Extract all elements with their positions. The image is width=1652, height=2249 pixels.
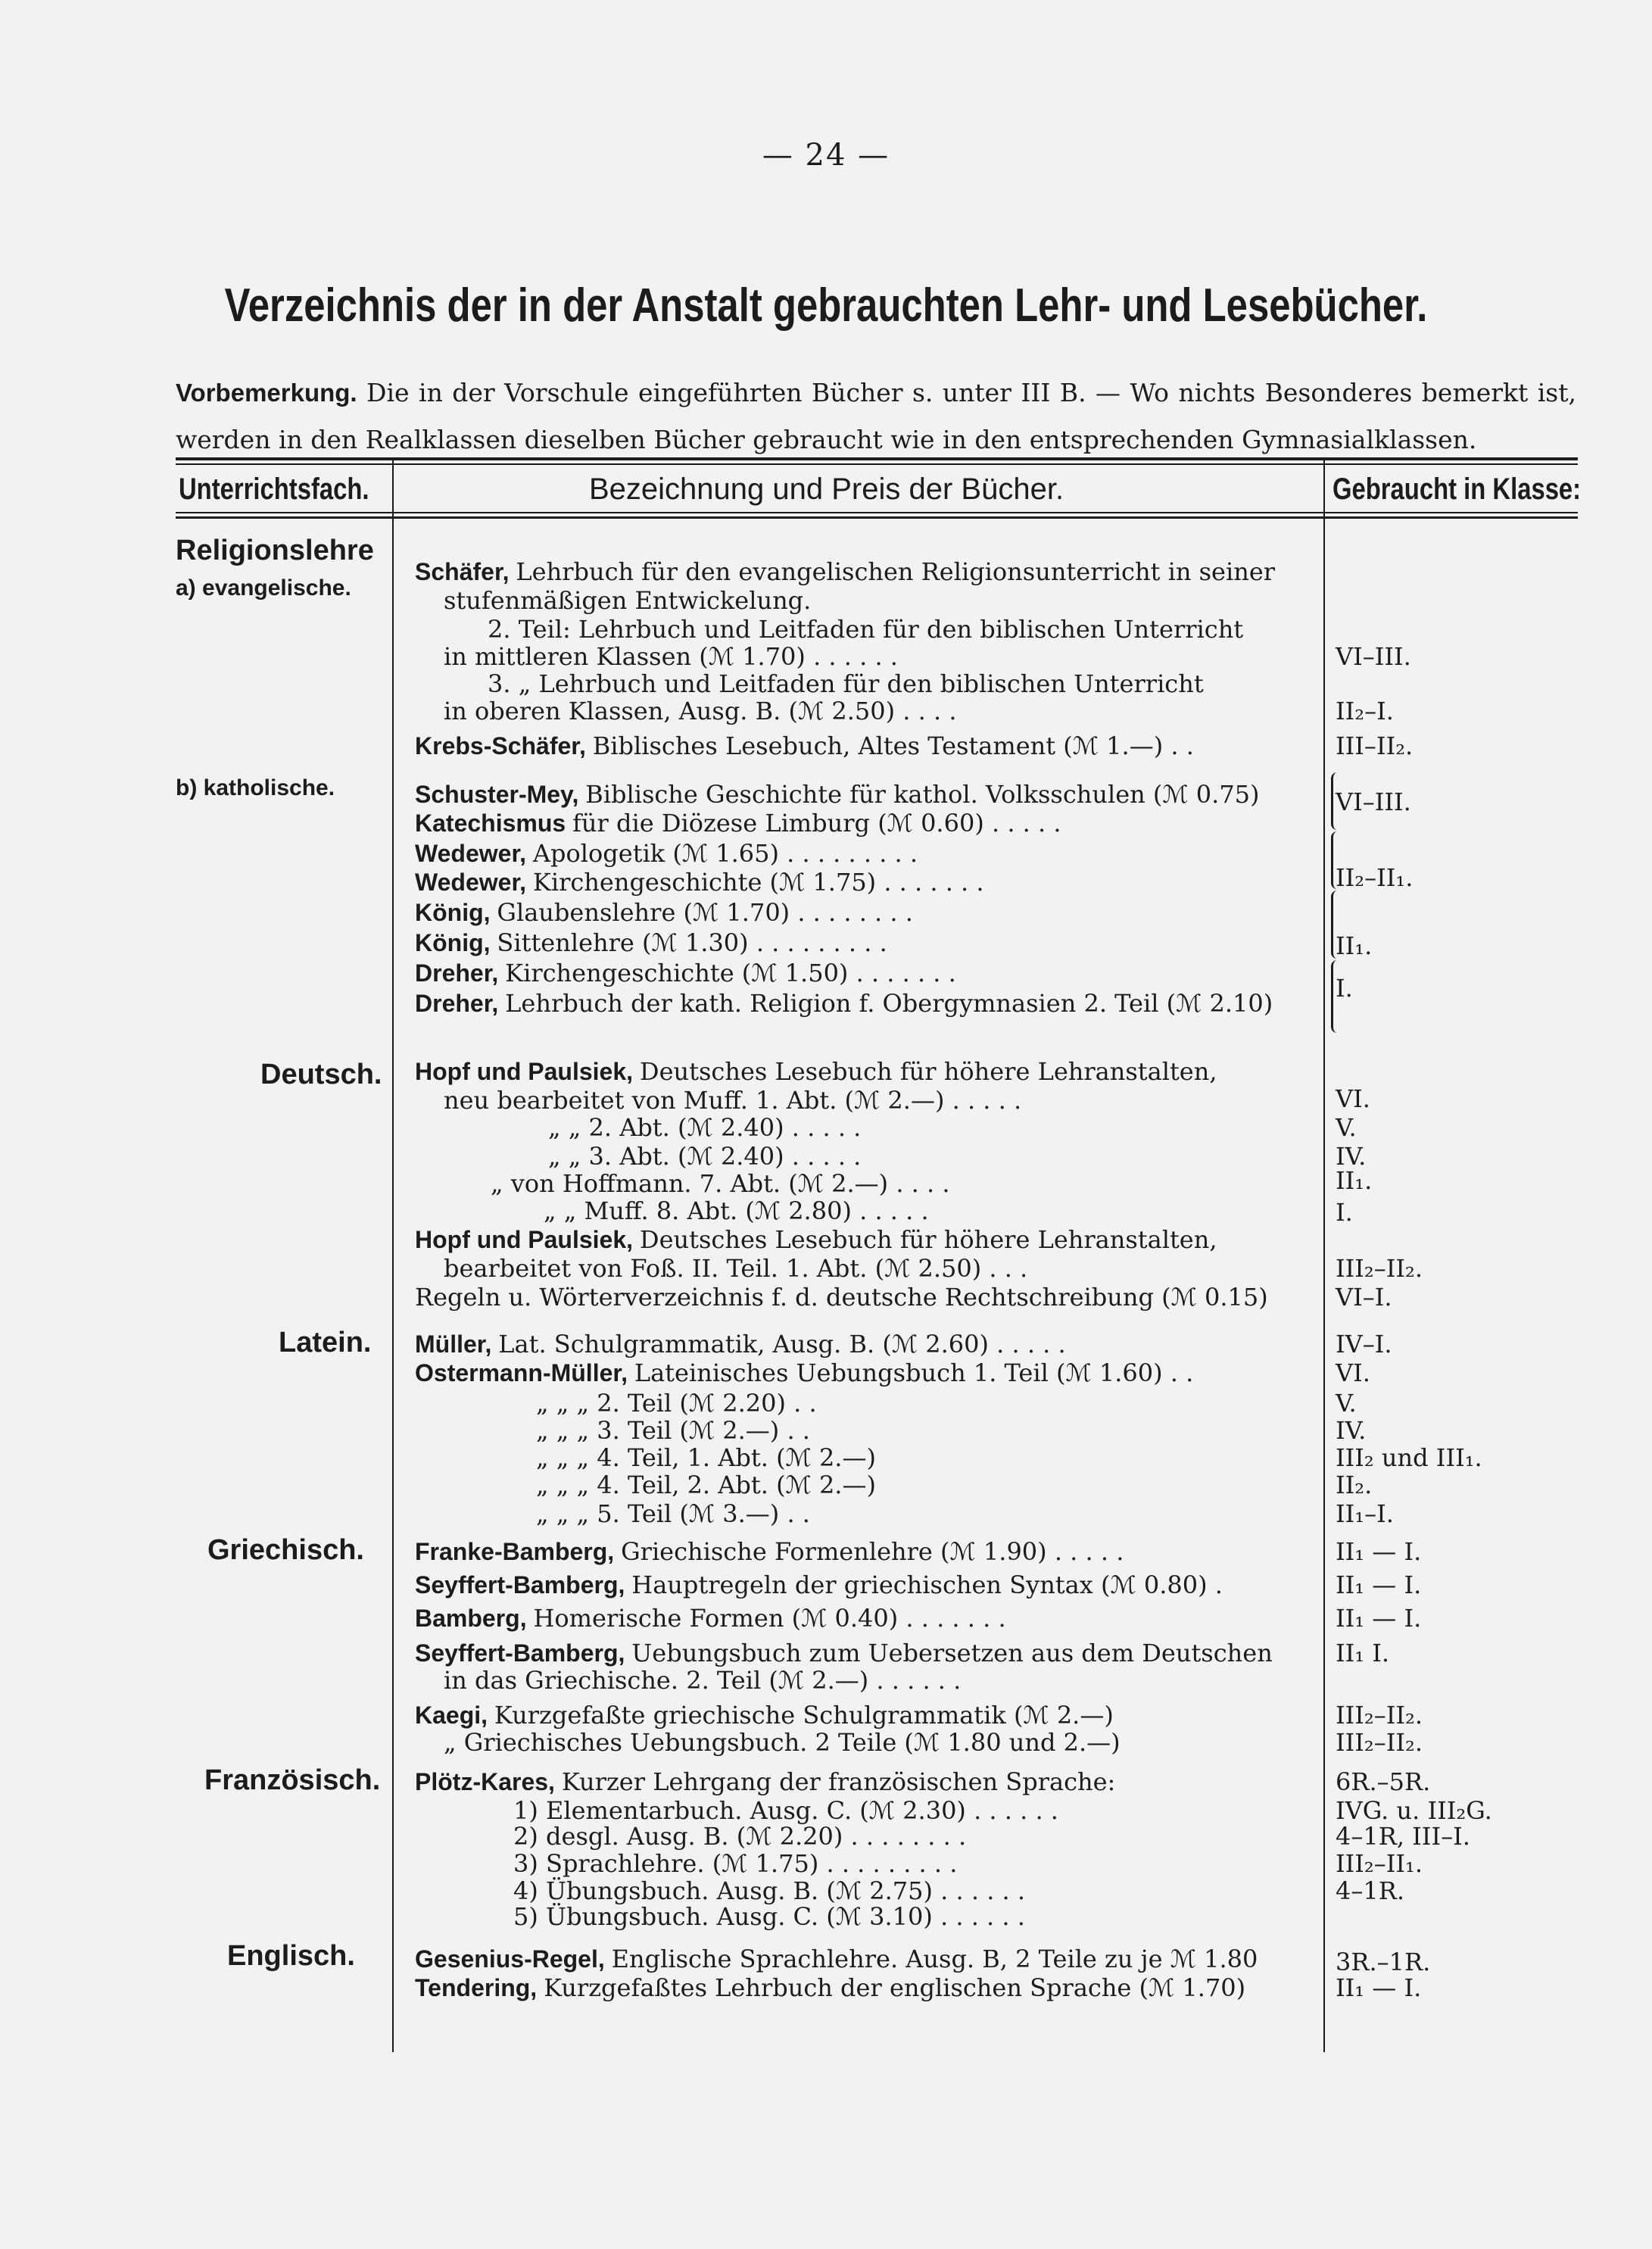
book-line: [415, 898, 913, 927]
book-author: Dreher,: [415, 990, 506, 1017]
class-entry: II₂.: [1336, 1471, 1373, 1499]
book-description: Kurzgefaßte griechische Schulgrammatik (ℳ 2.—): [494, 1701, 1114, 1730]
book-line: [548, 1113, 861, 1142]
class-entry: II₁ I.: [1336, 1639, 1390, 1667]
book-description: Griechische Formenlehre (ℳ 1.90) . . . . .: [621, 1537, 1124, 1566]
book-author: Hopf und Paulsiek,: [415, 1226, 640, 1253]
class-entry: VI–I.: [1336, 1283, 1392, 1312]
book-author: Schuster-Mey,: [415, 781, 586, 808]
book-description: „ „ 3. Abt. (ℳ 2.40) . . . . .: [548, 1142, 862, 1171]
book-line: [544, 1196, 929, 1225]
class-entry: I.: [1336, 1198, 1353, 1227]
book-line: [415, 1973, 1245, 2002]
book-description: 3) Sprachlehre. (ℳ 1.75) . . . . . . . . .: [513, 1849, 958, 1878]
book-line: [444, 1086, 1021, 1115]
book-line: [415, 809, 1061, 838]
book-author: König,: [415, 929, 497, 956]
book-line: [415, 928, 887, 957]
book-line: [491, 1169, 950, 1198]
book-line: [513, 1822, 966, 1851]
class-entry: VI.: [1336, 1358, 1370, 1387]
class-entry: II₂–II₁.: [1336, 863, 1414, 892]
book-description: Kurzer Lehrgang der französischen Sprache:: [561, 1767, 1116, 1796]
book-line: [513, 1876, 1025, 1905]
class-entry: V.: [1336, 1113, 1357, 1142]
book-description: Lateinisches Uebungsbuch 1. Teil (ℳ 1.60) . .: [634, 1358, 1194, 1387]
book-author: Dreher,: [415, 959, 506, 987]
class-entry: I.: [1336, 974, 1353, 1003]
page-title: Verzeichnis der in der Anstalt gebrauchten Lehr- und Lesebücher.: [224, 279, 1428, 332]
class-entry: II₁ — I.: [1336, 1571, 1422, 1599]
class-entry: II₁ — I.: [1336, 1604, 1422, 1633]
book-description: Homerische Formen (ℳ 0.40) . . . . . . .: [533, 1604, 1006, 1633]
subject-griechisch: Griechisch.: [207, 1534, 364, 1566]
book-description: „ „ „ 2. Teil (ℳ 2.20) . .: [536, 1389, 817, 1418]
book-author: Kaegi,: [415, 1702, 494, 1729]
book-description: Biblische Geschichte für kathol. Volksschulen (ℳ 0.75): [585, 780, 1260, 809]
book-line: [488, 615, 1243, 644]
book-description: „ „ 2. Abt. (ℳ 2.40) . . . . .: [548, 1113, 862, 1142]
class-entry: 6R.–5R.: [1336, 1767, 1431, 1796]
book-line: [444, 1666, 961, 1695]
book-line: [415, 1330, 1066, 1358]
preliminary-label: Vorbemerkung.: [176, 379, 357, 407]
book-line: [536, 1416, 810, 1445]
book-line: [415, 1057, 1217, 1086]
book-line: [415, 1701, 1114, 1730]
book-author: Bamberg,: [415, 1605, 534, 1632]
book-description: Englische Sprachlehre. Ausg. B, 2 Teile zu je ℳ 1.80: [611, 1945, 1258, 1973]
book-line: [415, 959, 956, 987]
brace-kath-1: [1331, 772, 1339, 830]
book-author: Krebs-Schäfer,: [415, 732, 593, 760]
book-description: Kirchengeschichte (ℳ 1.75) . . . . . . .: [532, 868, 984, 897]
page-number: — 24 —: [762, 138, 890, 173]
book-description: „ „ „ 3. Teil (ℳ 2.—) . .: [536, 1416, 810, 1445]
preliminary-text: Die in der Vorschule eingeführten Bücher s. unter III B. — Wo nichts Besonderes bemerkt ist, werden in den Realklassen dieselben Bücher gebraucht wie in den entsprechenden Gymnasialklassen.: [176, 378, 1576, 454]
book-description: Biblisches Lesebuch, Altes Testament (ℳ 1.—) . .: [592, 731, 1194, 760]
book-line: [444, 586, 811, 615]
class-entry: VI.: [1336, 1084, 1370, 1113]
book-line: [415, 557, 1275, 586]
book-description: Lat. Schulgrammatik, Ausg. B. (ℳ 2.60) . . . . .: [498, 1330, 1066, 1358]
subject-katholisch: b) katholische.: [176, 775, 335, 800]
class-entry: III–II₂.: [1336, 731, 1414, 760]
book-description: Uebungsbuch zum Uebersetzen aus dem Deutschen: [631, 1639, 1273, 1667]
book-line: [513, 1849, 957, 1878]
book-author: Wedewer,: [415, 840, 533, 867]
class-entry: IVG. u. III₂G.: [1336, 1796, 1492, 1825]
book-line: [415, 839, 918, 868]
class-entry: III₂ und III₁.: [1336, 1443, 1482, 1472]
book-line: [548, 1142, 861, 1171]
book-author: König,: [415, 899, 497, 926]
subject-franzoesisch: Französisch.: [204, 1764, 381, 1796]
book-description: Deutsches Lesebuch für höhere Lehranstalten,: [639, 1057, 1217, 1086]
book-author: Franke-Bamberg,: [415, 1538, 622, 1565]
book-description: Hauptregeln der griechischen Syntax (ℳ 0.80) .: [631, 1571, 1223, 1599]
book-author: Katechismus: [415, 809, 573, 837]
book-description: bearbeitet von Foß. II. Teil. 1. Abt. (ℳ 2.50) . . .: [444, 1254, 1028, 1283]
book-line: [444, 1254, 1027, 1283]
book-description: neu bearbeitet von Muff. 1. Abt. (ℳ 2.—) . . . . .: [444, 1086, 1022, 1115]
book-description: stufenmäßigen Entwickelung.: [444, 586, 812, 615]
class-entry: III₂–II₂.: [1336, 1728, 1423, 1757]
class-entry: II₁.: [1336, 931, 1373, 960]
book-description: für die Diözese Limburg (ℳ 0.60) . . . . .: [572, 809, 1061, 838]
brace-kath-2: [1331, 831, 1339, 889]
book-line: [444, 1728, 1121, 1757]
book-description: 5) Übungsbuch. Ausg. C. (ℳ 3.10) . . . . . .: [513, 1902, 1025, 1931]
subject-deutsch: Deutsch.: [260, 1059, 382, 1090]
book-description: „ Griechisches Uebungsbuch. 2 Teile (ℳ 1.80 und 2.—): [444, 1728, 1121, 1757]
book-description: „ „ „ 4. Teil, 2. Abt. (ℳ 2.—): [536, 1471, 876, 1499]
book-description: Lehrbuch für den evangelischen Religionsunterricht in seiner: [516, 557, 1276, 586]
book-description: 3. „ Lehrbuch und Leitfaden für den biblischen Unterricht: [488, 669, 1204, 698]
book-line: [444, 697, 956, 725]
book-description: Apologetik (ℳ 1.65) . . . . . . . . .: [532, 839, 918, 868]
book-author: Tendering,: [415, 1974, 544, 2001]
book-line: [415, 731, 1194, 760]
class-entry: 3R.–1R.: [1336, 1948, 1431, 1976]
class-entry: III₂–II₂.: [1336, 1701, 1423, 1730]
book-description: „ von Hoffmann. 7. Abt. (ℳ 2.—) . . . .: [491, 1169, 950, 1198]
class-entry: IV.: [1336, 1142, 1367, 1171]
brace-kath-3: [1331, 891, 1339, 959]
book-line: [415, 1358, 1193, 1387]
book-line: [415, 1604, 1006, 1633]
book-author: Seyffert-Bamberg,: [415, 1571, 632, 1599]
book-line: [415, 1945, 1258, 1973]
class-entry: II₁ — I.: [1336, 1537, 1422, 1566]
book-description: 2) desgl. Ausg. B. (ℳ 2.20) . . . . . . . .: [513, 1822, 967, 1851]
book-author: Schäfer,: [415, 558, 516, 585]
book-line: [513, 1902, 1025, 1931]
subject-evangelisch: a) evangelische.: [176, 576, 351, 600]
book-description: Kirchengeschichte (ℳ 1.50) . . . . . . .: [505, 959, 956, 987]
book-description: Regeln u. Wörterverzeichnis f. d. deutsche Rechtschreibung (ℳ 0.15): [415, 1283, 1268, 1312]
book-line: [415, 1283, 1268, 1312]
book-description: in mittleren Klassen (ℳ 1.70) . . . . . .: [444, 642, 898, 671]
book-line: [536, 1499, 810, 1528]
book-description: 1) Elementarbuch. Ausg. C. (ℳ 2.30) . . . . . .: [513, 1796, 1058, 1825]
book-line: [536, 1389, 817, 1418]
book-line: [415, 1639, 1273, 1667]
book-description: „ „ „ 5. Teil (ℳ 3.—) . .: [536, 1499, 810, 1528]
class-entry: IV.: [1336, 1416, 1367, 1445]
class-entry: 4–1R, III–I.: [1336, 1822, 1470, 1851]
book-author: Wedewer,: [415, 869, 533, 896]
book-author: Ostermann-Müller,: [415, 1359, 634, 1387]
book-description: Sittenlehre (ℳ 1.30) . . . . . . . . .: [497, 928, 887, 957]
class-entry: III₂–II₁.: [1336, 1849, 1423, 1878]
class-entry: II₂–I.: [1336, 697, 1394, 725]
book-description: Kurzgefaßtes Lehrbuch der englischen Sprache (ℳ 1.70): [544, 1973, 1246, 2002]
book-line: [536, 1443, 876, 1472]
book-author: Hopf und Paulsiek,: [415, 1058, 640, 1085]
book-author: Seyffert-Bamberg,: [415, 1639, 632, 1667]
book-author: Gesenius-Regel,: [415, 1945, 612, 1973]
subject-latein: Latein.: [279, 1327, 372, 1358]
subject-englisch: Englisch.: [227, 1940, 355, 1972]
book-line: [415, 989, 1273, 1018]
subject-religion: Religionslehre: [176, 535, 374, 566]
book-description: in das Griechische. 2. Teil (ℳ 2.—) . . . . . .: [444, 1666, 962, 1695]
class-entry: II₁.: [1336, 1166, 1373, 1195]
class-entry: VI–III.: [1336, 642, 1411, 671]
book-description: Glaubenslehre (ℳ 1.70) . . . . . . . .: [497, 898, 913, 927]
book-line: [536, 1471, 876, 1499]
book-description: 2. Teil: Lehrbuch und Leitfaden für den biblischen Unterricht: [488, 615, 1244, 644]
book-line: [415, 1767, 1115, 1796]
class-entry: III₂–II₂.: [1336, 1254, 1423, 1283]
book-description: „ „ „ 4. Teil, 1. Abt. (ℳ 2.—): [536, 1443, 876, 1472]
book-line: [415, 780, 1260, 809]
class-entry: V.: [1336, 1389, 1357, 1418]
book-description: Lehrbuch der kath. Religion f. Obergymnasien 2. Teil (ℳ 2.10): [505, 989, 1273, 1018]
book-line: [415, 1537, 1124, 1566]
class-entry: IV–I.: [1336, 1330, 1392, 1358]
header-books: Bezeichnung und Preis der Bücher.: [589, 473, 1064, 506]
class-entry: II₁–I.: [1336, 1499, 1394, 1528]
book-line: [415, 1571, 1223, 1599]
book-line: [415, 868, 984, 897]
book-description: 4) Übungsbuch. Ausg. B. (ℳ 2.75) . . . . . .: [513, 1876, 1026, 1905]
book-description: „ „ Muff. 8. Abt. (ℳ 2.80) . . . . .: [544, 1196, 929, 1225]
book-author: Müller,: [415, 1330, 499, 1358]
book-description: Deutsches Lesebuch für höhere Lehranstalten,: [639, 1225, 1217, 1254]
class-entry: II₁ — I.: [1336, 1973, 1422, 2002]
book-line: [415, 1225, 1217, 1254]
book-line: [513, 1796, 1058, 1825]
book-author: Plötz-Kares,: [415, 1768, 562, 1795]
book-line: [444, 642, 898, 671]
header-subject: Unterrichtsfach.: [179, 473, 369, 506]
class-entry: 4–1R.: [1336, 1876, 1404, 1905]
book-line: [488, 669, 1204, 698]
header-classes: Gebraucht in Klasse:: [1333, 473, 1582, 506]
brace-kath-4: [1331, 960, 1339, 1033]
class-entry: VI–III.: [1336, 788, 1411, 816]
book-description: in oberen Klassen, Ausg. B. (ℳ 2.50) . . . .: [444, 697, 957, 725]
